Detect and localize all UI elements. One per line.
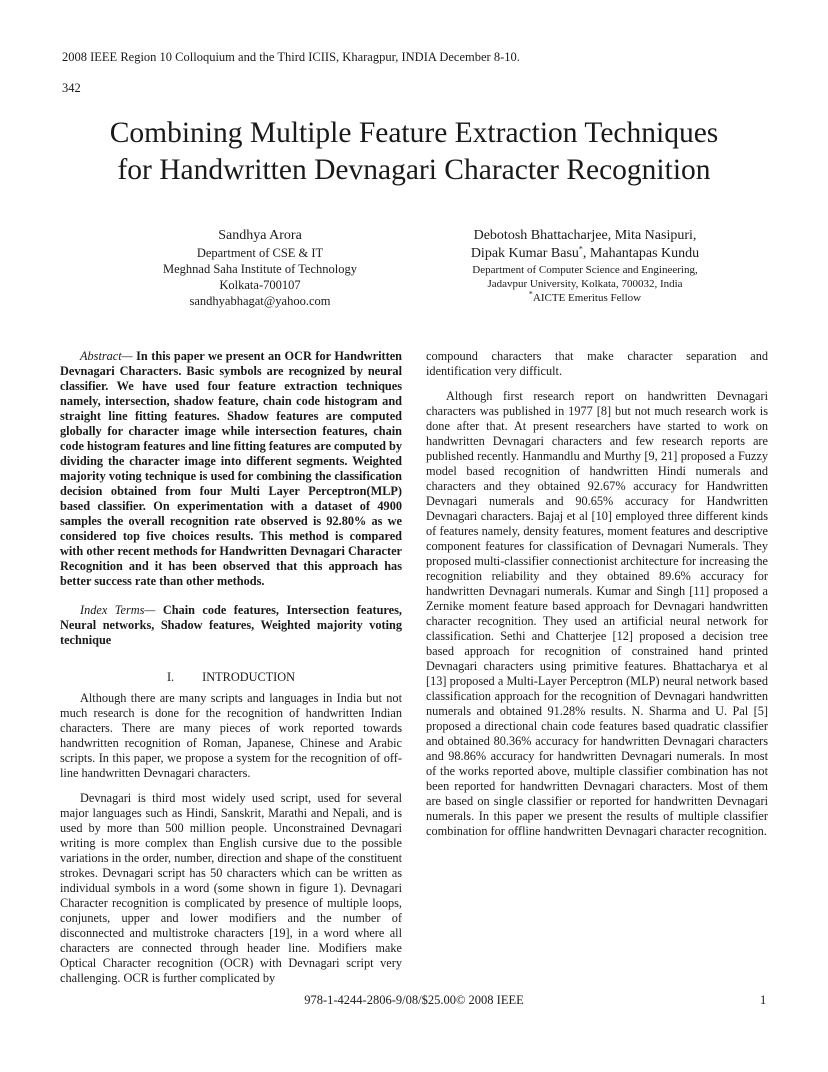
conference-header: 2008 IEEE Region 10 Colloquium and the Third ICIIS, Kharagpur, INDIA December 8-10. (62, 50, 520, 64)
author-department: Department of CSE & IT (196, 246, 324, 260)
paper-title (40, 115, 788, 189)
author-fellow-note (445, 291, 725, 305)
title-line-2: for Handwritten Devnagari Character Recognition (117, 154, 711, 186)
author-name-basu: Dipak Kumar Basu (470, 246, 579, 261)
index-terms-label: Index Terms— (80, 603, 156, 617)
intro-paragraph-2: Devnagari is third most widely used script, used for several major languages such as Hindi, Sanskrit, Marathi and Nepali, and is used by more than 500 million people. Unconstrained Devnagari writing is more complex than English cursive due to the possible variations in the order, number, direction and shape of the constituent strokes. Devnagari script has 50 characters which can be written as individual symbols in a word (some shown in figure 1). Devnagari Character recognition is complicated by presence of multiple loops, conjunets, upper and lower modifiers and the number of disconnected and multistroke characters [19], in a word where all characters are connected through header line. Modifiers make Optical Character recognition (OCR) with Devnagari script very challenging. OCR is further complicated by (60, 791, 402, 985)
section-title: INTRODUCTION (202, 670, 296, 684)
section-number: I. (166, 670, 175, 684)
page-number: 342 (62, 81, 81, 95)
right-paragraph-1: compound characters that make character separation and identification very difficult. (426, 349, 768, 378)
abstract-text: In this paper we present an OCR for Handwritten Devnagari Characters. Basic symbols are recognized by neural classifier. We have used four feature extraction techniques namely, intersection, shadow feature, chain code histogram and straight line fitting features. Shadow features are computed globally for character image while intersection features, chain code histogram features and line fitting features are computed by dividing the character image into different segments. Weighted majority voting technique is used for combining the classification decision obtained from four Multi Layer Perceptron(MLP) based classifier. On experimentation with a dataset of 4900 samples the overall recognition rate observed is 92.80% as we considered top five choices results. This method is compared with other recent methods for Handwritten Devnagari Character Recognition and it has been observed that this approach has better success rate than other methods. (60, 349, 402, 588)
footer-isbn: 978-1-4244-2806-9/08/$25.00© 2008 IEEE (304, 993, 524, 1007)
author-email: sandhyabhagat@yahoo.com (189, 294, 331, 308)
abstract-label: Abstract— (80, 349, 133, 363)
author-department: Department of Computer Science and Engineering, (472, 264, 698, 276)
footer-page-number: 1 (760, 993, 767, 1007)
author-name-kundu: , Mahantapas Kundu (582, 246, 700, 261)
intro-paragraph-1: Although there are many scripts and languages in India but not much research is done for the recognition of handwritten Indian characters. There are many pieces of work reported towards handwritten recognition of Roman, Japanese, Chinese and Arabic scripts. In this paper, we propose a system for the recognition of off-line handwritten Devnagari characters. (60, 691, 402, 780)
author-institute: Meghnad Saha Institute of Technology (163, 262, 357, 276)
author-names-line-1: Debotosh Bhattacharjee, Mita Nasipuri, (473, 228, 697, 243)
right-column (426, 349, 768, 839)
right-paragraph-2: Although first research report on handwritten Devnagari characters was published in 1977 [8] but not much research work is done after that. At present researchers have started to work on handwritten Devnagari characters and few research reports are published recently. Hanmandlu and Murthy [9, 21] proposed a Fuzzy model based recognition of handwritten Hindi numerals and characters and they obtained 92.67% accuracy for Handwritten Devnagari numerals and 90.65% accuracy for Handwritten Devnagari characters. Bajaj et al [10] employed three different kinds of features namely, density features, moment features and descriptive component features for classification of Devnagari Numerals. They proposed multi-classifier connectionist architecture for increasing the recognition reliability and they obtained 89.6% accuracy for handwritten Devnagari numerals. Kumar and Singh [11] proposed a Zernike moment feature based approach for Devnagari handwritten character recognition. They used an artificial neural network for classification. Sethi and Chatterjee [12] proposed a decision tree based approach for recognition of constrained hand printed Devnagari characters using primitive features. Bhattacharya et al [13] proposed a Multi-Layer Perceptron (MLP) neural network based classification approach for the recognition of Devnagari handwritten numerals and obtained 91.28% results. N. Sharma and U. Pal [5] proposed a directional chain code features based quadratic classifier and obtained 80.36% accuracy for handwritten Devnagari characters and 98.86% accuracy for handwritten Devnagari numerals. In most of the works reported above, multiple classifier combination has not been reported for handwritten Devnagari characters. Most of them are based on single classifier or reported for handwritten Devnagari numerals. In this paper we present the results of multiple classifier combination for offline handwritten Devnagari character recognition. (426, 389, 768, 838)
left-column (60, 349, 402, 986)
author-asterisk: * (578, 244, 583, 254)
fellow-text: AICTE Emeritus Fellow (532, 292, 642, 304)
title-line-1: Combining Multiple Feature Extraction Techniques (109, 117, 719, 149)
author-name: Sandhya Arora (218, 228, 302, 243)
fellow-asterisk: * (528, 289, 533, 299)
index-terms (60, 603, 402, 648)
index-terms-text: Chain code features, Intersection features, Neural networks, Shadow features, Weighted majority voting technique (60, 603, 402, 647)
author-block-2 (445, 227, 725, 305)
section-heading-introduction (60, 670, 402, 685)
author-university: Jadavpur University, Kolkata, 700032, India (487, 278, 683, 290)
author-city: Kolkata-700107 (219, 278, 301, 292)
author-names-line-2 (445, 245, 725, 263)
author-block-1 (110, 227, 410, 309)
abstract (60, 349, 402, 589)
